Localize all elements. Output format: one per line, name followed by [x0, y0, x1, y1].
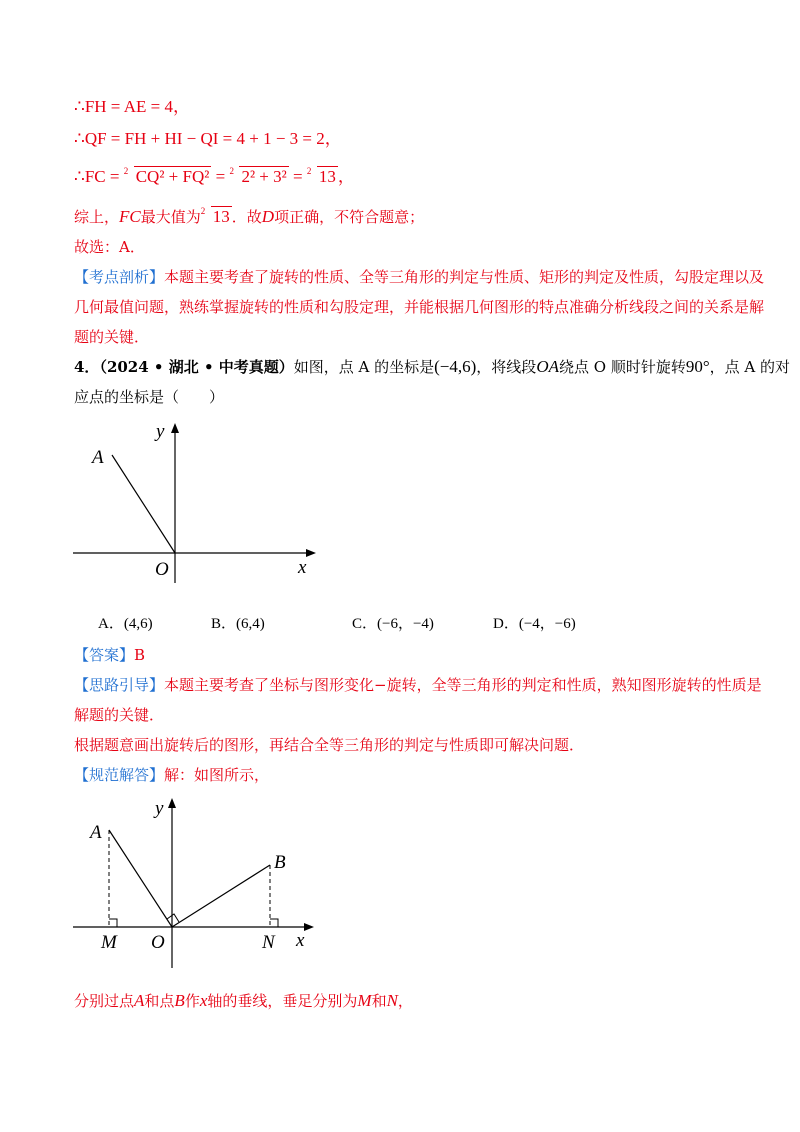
point-m-label: M [101, 932, 117, 953]
option-a[interactable]: A．(4,6) [98, 616, 153, 632]
step-fc: ∴FC = 2 CQ² + FQ² = 2 2² + 3² = 2 13 ， [74, 166, 355, 186]
right-angle-o [167, 914, 179, 922]
point-a-label: A [92, 447, 104, 468]
analysis-line-2: 几何最值问题，熟练掌握旋转的性质和勾股定理，并能根据几何图形的特点准确分析线段之间的关系是解 [74, 298, 765, 316]
analysis-line-3: 题的关键． [74, 328, 150, 346]
step-qf: ∴QF = FH + HI − QI = 4 + 1 − 3 = 2， [74, 129, 342, 148]
point-n-label: N [262, 932, 275, 953]
figure-solution [60, 790, 330, 972]
radical-2: 2 2² + 3² [229, 166, 287, 186]
point-b-label: B [274, 852, 286, 873]
option-b[interactable]: B．(6,4) [211, 616, 265, 632]
analysis-tag: 【考点剖析】 [74, 268, 165, 286]
radical-3: 2 13 [306, 166, 336, 186]
choice-line: 故选：A． [74, 238, 145, 256]
segment-ob [172, 865, 270, 927]
option-c[interactable]: C．(−6，−4) [352, 616, 434, 632]
question-number: 4． [74, 358, 100, 376]
answer-tag: 【答案】 [74, 646, 135, 664]
question-source: （2024 • 湖北 • 中考真题） [99, 358, 294, 376]
right-angle-n [270, 919, 278, 927]
figure-original [60, 415, 330, 585]
origin-label: O [155, 559, 169, 580]
answer-line [74, 644, 145, 666]
segment-oa [112, 455, 175, 553]
radical-1: 2 CQ² + FQ² [123, 166, 210, 186]
right-angle-m [109, 919, 117, 927]
hint-line-3: 根据题意画出旋转后的图形，再结合全等三角形的判定与性质即可解决问题． [74, 736, 585, 754]
origin-label: O [151, 932, 165, 953]
perpendicular-description: 分别过点A和点B作x轴的垂线，垂足分别为M和N， [74, 991, 413, 1010]
point-a-label: A [90, 822, 102, 843]
hint-line-2: 解题的关键． [74, 706, 165, 724]
segment-oa [109, 830, 172, 927]
x-axis-label: x [296, 930, 305, 951]
analysis-line-1: 【考点剖析】本题主要考查了旋转的性质、全等三角形的判定与性质、矩形的判定及性质，勾股定理以及 [74, 268, 765, 286]
solution-tag: 【规范解答】 [74, 766, 165, 784]
hint-tag: 【思路引导】 [74, 676, 165, 694]
hint-line-1: 【思路引导】本题主要考查了坐标与图形变化−旋转，全等三角形的判定和性质，熟知图形旋转的性质是 [74, 676, 762, 694]
y-axis-label: y [155, 798, 164, 819]
x-axis-label: x [298, 557, 307, 578]
radical-4: 2 13 [200, 206, 230, 226]
y-axis-label: y [156, 421, 165, 442]
answer-value: B [134, 646, 146, 664]
conclusion-line: 综上，FC最大值为 2 13 ．故D项正确，不符合题意； [74, 206, 425, 226]
solution-line: 【规范解答】解：如图所示， [74, 766, 270, 784]
step-fh: ∴FH = AE = 4， [74, 97, 190, 116]
question-line-1: 4．（2024 • 湖北 • 中考真题）如图，点 A 的坐标是(−4,6)，将线段OA绕点 O 顺时针旋转90°，点 A 的对 [74, 357, 791, 376]
question-line-2: 应点的坐标是（ ） [74, 388, 225, 406]
option-d[interactable]: D．(−4，−6) [493, 616, 576, 632]
